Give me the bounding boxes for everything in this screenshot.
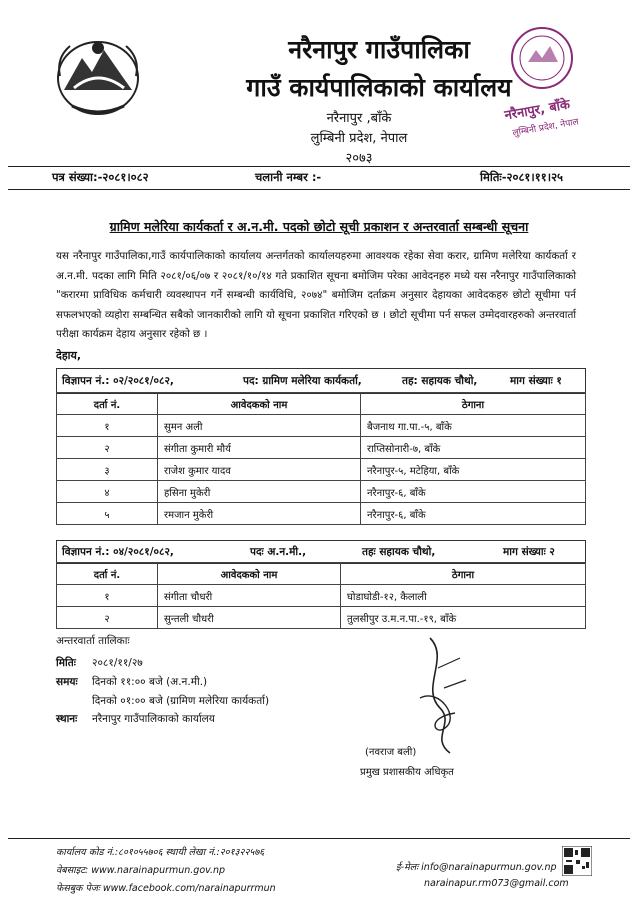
letter-date: मितिः-२०८१।११।२५ (480, 170, 564, 184)
schedule-time-2: दिनको ०१:०० बजे (ग्रामिण मलेरिया कार्यकर्ता) (92, 695, 270, 707)
dispatch-number: चलानी नम्बर :- (255, 170, 322, 184)
table-row (57, 585, 586, 607)
applicant-address: नरैनापुर-६, बाँके (361, 481, 586, 503)
applicant-address: राप्तिसोनारी-७, बाँके (361, 437, 586, 459)
table-row (57, 415, 586, 437)
schedule-heading: अन्तरवार्ता तालिकाः (56, 635, 130, 647)
level-1: तह: सहायक चौथो, (402, 375, 478, 387)
table-row (57, 607, 586, 629)
office-code: कार्यालय कोड नं.:८०१०५५७०६ स्थायी लेखा नं.:२०१३२२५७६ (56, 847, 265, 858)
col-reg: दर्ता नं. (57, 563, 158, 585)
demand-1: माग संख्याः १ (510, 375, 562, 387)
signatory-name: (नवराज बली) (365, 747, 417, 758)
email-secondary[interactable]: narainapur.rm073@gmail.com (424, 878, 569, 889)
applicant-name: सुन्तली चौधरी (158, 607, 341, 629)
schedule-date-label: मितिः (56, 657, 76, 669)
row-number: १ (57, 585, 158, 607)
notice-body: यस नरैनापुर गाउँपालिका,गाउँ कार्यपालिकाको कार्यालय अन्तर्गतको कार्यालयहरुमा आवश्यक रहेका सेवा करार, ग्रामिण मलेरिया कार्यकर्ता र अ.न.मी. पदका लागि मिति २०८१/०६/०७ र २०८१/१०/१४ गते प्रकाशित सूचना बमोजिम परेका आवेदनहरु मध्ये यस नरैनापुर गाउँपालिकाको "करारमा प्राविधिक कर्मचारी व्यवस्थापन गर्ने सम्बन्धी कार्यविधि, २०७४" बमोजिम दर्ताक्रम अनुसार देहायका आवेदकहरु छोटो सूचीमा पर्न सफलभएको व्यहोरा सम्बन्धित सबैको जानकारीको लागि यो सूचना प्रकाशित गरिएको छ । छोटो सूचीमा पर्न सफल उम्मेदवारहरुको अन्तरवार्ता परीक्षा कार्यक्रम देहाय अनुसार रहेको छ । (56, 250, 576, 340)
shortlist-table-1 (56, 392, 586, 525)
adv-number-2: विज्ञापन नं.: ०४/२०८१/०८२, (62, 546, 174, 558)
row-number: २ (57, 607, 158, 629)
schedule-time-label: समयः (56, 676, 78, 688)
qr-code-icon (562, 846, 592, 876)
applicant-name: सुमन अली (158, 415, 361, 437)
facebook-page[interactable]: फेसबुक पेजः www.facebook.com/narainapurrmun (56, 883, 276, 894)
row-number: ३ (57, 459, 158, 481)
applicant-name: संगीता चौधरी (158, 585, 341, 607)
stamp-text: नरैनापुर, बाँके (503, 97, 572, 124)
col-name: आवेदकको नाम (158, 393, 361, 415)
adv-number-1: विज्ञापन नं.: ०२/२०८१/०८२, (62, 375, 174, 387)
applicant-name: राजेश कुमार यादव (158, 459, 361, 481)
shortlist-table-2 (56, 562, 586, 629)
applicant-name: रमजान मुकेरी (158, 503, 361, 525)
col-reg: दर्ता नं. (57, 393, 158, 415)
row-number: ४ (57, 481, 158, 503)
address-line2: लुम्बिनी प्रदेश, नेपाल (310, 131, 408, 146)
table-header-row (57, 563, 586, 585)
row-number: २ (57, 437, 158, 459)
dehay-label: देहाय, (56, 349, 82, 362)
applicant-address: नरैनापुर-५, मटेहिया, बाँके (361, 459, 586, 481)
applicant-name: संगीता कुमारी मौर्य (158, 437, 361, 459)
applicant-name: हसिना मुकेरी (158, 481, 361, 503)
address-line1: नरैनापुर ,बाँके (326, 111, 392, 126)
office-stamp-icon (500, 20, 610, 100)
stamp-subtext: लुम्बिनी प्रदेश, नेपाल (511, 117, 580, 139)
level-2: तहः सहायक चौथो, (362, 546, 436, 558)
header-divider-top (8, 166, 630, 167)
col-address: ठेगाना (341, 563, 586, 585)
table-row (57, 481, 586, 503)
applicant-address: नरैनापुर-६, बाँके (361, 503, 586, 525)
signatory-designation: प्रमुख प्रशासकीय अधिकृत (360, 767, 454, 778)
notice-title: ग्रामिण मलेरिया कार्यकर्ता र अ.न.मी. पदको छोटो सूची प्रकाशन र अन्तरवार्ता सम्बन्धी सूचना (109, 219, 529, 234)
applicant-address: तुलसीपुर उ.म.न.पा.-१९, बाँके (341, 607, 586, 629)
header-divider-bottom (8, 189, 630, 190)
col-address: ठेगाना (361, 393, 586, 415)
row-number: ५ (57, 503, 158, 525)
office-subtitle: गाउँ कार्यपालिकाको कार्यालय (246, 73, 512, 102)
table-row (57, 503, 586, 525)
schedule-place: नरैनापुर गाउँपालिकाको कार्यालय (92, 713, 215, 725)
demand-2: माग संख्याः २ (503, 546, 555, 558)
office-title: नरैनापुर गाउँपालिका (288, 35, 470, 64)
table-header-row (57, 393, 586, 415)
email-primary[interactable]: ई-मेलः info@narainapurmun.gov.np (396, 862, 557, 873)
footer-divider (8, 838, 630, 839)
applicant-address: बैजनाथ गा.पा.-५, बाँके (361, 415, 586, 437)
schedule-date: २०८१/११/२७ (92, 657, 143, 669)
table-row (57, 437, 586, 459)
post-2: पदः अ.न.मी., (250, 546, 307, 558)
schedule-place-label: स्थानः (56, 713, 78, 725)
schedule-time-1: दिनको ११:०० बजे (अ.न.मी.) (92, 676, 208, 688)
website[interactable]: वेबसाइट: www.narainapurmun.gov.np (56, 865, 226, 876)
table-row (57, 459, 586, 481)
applicant-address: घोडाघोडी-१२, कैलाली (341, 585, 586, 607)
year: २०७३ (345, 151, 373, 166)
row-number: १ (57, 415, 158, 437)
col-name: आवेदकको नाम (158, 563, 341, 585)
signature-icon (400, 628, 490, 758)
letter-number: पत्र संख्या:-२०८१।०८२ (52, 170, 149, 184)
post-1: पद: ग्रामिण मलेरिया कार्यकर्ता, (243, 375, 362, 387)
